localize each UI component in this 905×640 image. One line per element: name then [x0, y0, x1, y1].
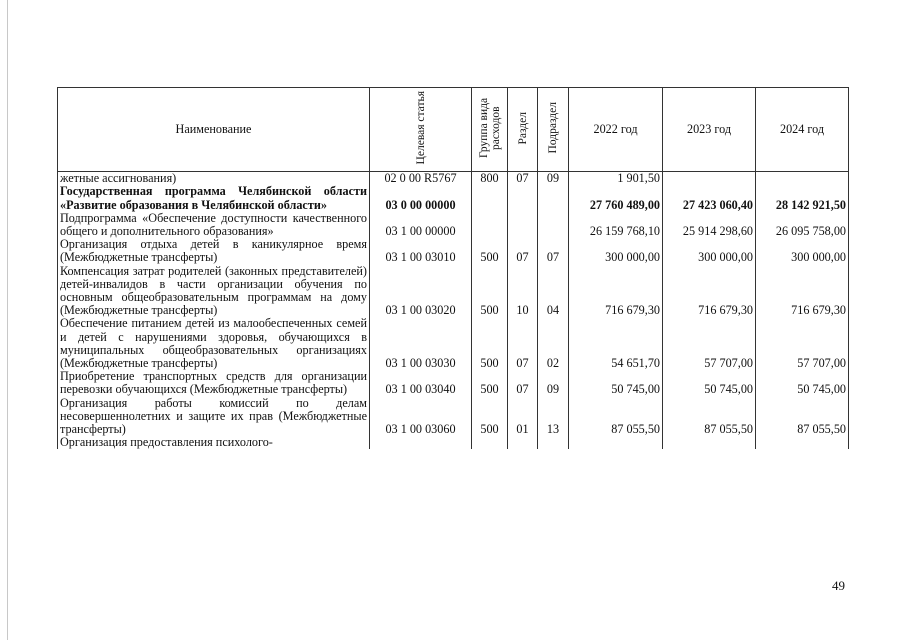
cell-2024: 87 055,50: [756, 397, 849, 437]
page-number: 49: [832, 578, 845, 593]
table-row: [58, 172, 849, 186]
cell-2023: 27 423 060,40: [663, 185, 756, 211]
cell-2024: 300 000,00: [756, 238, 849, 264]
cell-target: 03 1 00 03010: [370, 238, 472, 264]
cell-2023: [663, 172, 756, 186]
cell-subsection: 02: [538, 317, 569, 370]
cell-2023: 87 055,50: [663, 397, 756, 437]
cell-section: 01: [508, 397, 538, 437]
cell-subsection: [538, 436, 569, 449]
cell-2022: 300 000,00: [569, 238, 663, 264]
cell-section: 10: [508, 265, 538, 318]
cell-name: Государственная программа Челябинской области «Развитие образования в Челябинской области»: [58, 185, 370, 211]
table-body: [58, 172, 849, 450]
cell-expense-group: 500: [472, 238, 508, 264]
cell-name: Организация предоставления психолого-: [58, 436, 370, 449]
cell-2022: 26 159 768,10: [569, 212, 663, 238]
cell-target: 03 1 00 00000: [370, 212, 472, 238]
cell-2023: 25 914 298,60: [663, 212, 756, 238]
cell-subsection: 13: [538, 397, 569, 437]
cell-expense-group: [472, 185, 508, 211]
table-row: [58, 212, 849, 238]
cell-name: Обеспечение питанием детей из малообеспеченных семей и детей с нарушениями здоровья, обучающихся в муниципальных общеобразовательных организациях (Межбюджетные трансферты): [58, 317, 370, 370]
header-2022: 2022 год: [569, 88, 663, 172]
cell-2023: 57 707,00: [663, 317, 756, 370]
header-subsection: Подраздел: [538, 88, 569, 172]
cell-target: 02 0 00 R5767: [370, 172, 472, 186]
table-row: [58, 238, 849, 264]
cell-name: Подпрограмма «Обеспечение доступности качественного общего и дополнительного образования»: [58, 212, 370, 238]
cell-target: [370, 436, 472, 449]
table-header-row: [58, 88, 849, 172]
cell-expense-group: 500: [472, 317, 508, 370]
cell-expense-group: [472, 212, 508, 238]
cell-expense-group: [472, 436, 508, 449]
table-row: [58, 185, 849, 211]
table-row: [58, 370, 849, 396]
cell-name: Компенсация затрат родителей (законных представителей) детей-инвалидов в части организации обучения по основным общеобразовательным программам на дому (Межбюджетные трансферты): [58, 265, 370, 318]
cell-subsection: 09: [538, 172, 569, 186]
table-row: [58, 317, 849, 370]
cell-expense-group: 500: [472, 370, 508, 396]
cell-section: 07: [508, 238, 538, 264]
cell-subsection: 07: [538, 238, 569, 264]
cell-name: Организация работы комиссий по делам несовершеннолетних и защите их прав (Межбюджетные трансферты): [58, 397, 370, 437]
cell-2022: 1 901,50: [569, 172, 663, 186]
cell-name: жетные ассигнования): [58, 172, 370, 186]
cell-2022: 87 055,50: [569, 397, 663, 437]
cell-expense-group: 800: [472, 172, 508, 186]
cell-2024: 26 095 758,00: [756, 212, 849, 238]
cell-section: [508, 212, 538, 238]
cell-expense-group: 500: [472, 397, 508, 437]
cell-section: [508, 185, 538, 211]
cell-target: 03 0 00 00000: [370, 185, 472, 211]
header-expense-group: Группа вида расходов: [472, 88, 508, 172]
cell-2024: 57 707,00: [756, 317, 849, 370]
cell-target: 03 1 00 03040: [370, 370, 472, 396]
budget-table: [57, 87, 849, 449]
cell-2022: 716 679,30: [569, 265, 663, 318]
cell-expense-group: 500: [472, 265, 508, 318]
cell-subsection: 09: [538, 370, 569, 396]
cell-2024: [756, 436, 849, 449]
cell-2024: 716 679,30: [756, 265, 849, 318]
cell-subsection: [538, 185, 569, 211]
header-target: Целевая статья: [370, 88, 472, 172]
cell-2024: 28 142 921,50: [756, 185, 849, 211]
header-2024: 2024 год: [756, 88, 849, 172]
cell-section: 07: [508, 172, 538, 186]
cell-subsection: 04: [538, 265, 569, 318]
cell-2022: 27 760 489,00: [569, 185, 663, 211]
scan-edge-line: [7, 0, 8, 640]
table-row: [58, 265, 849, 318]
cell-name: Организация отдыха детей в каникулярное время (Межбюджетные трансферты): [58, 238, 370, 264]
cell-2022: 50 745,00: [569, 370, 663, 396]
cell-subsection: [538, 212, 569, 238]
cell-2022: 54 651,70: [569, 317, 663, 370]
cell-2023: 300 000,00: [663, 238, 756, 264]
cell-section: 07: [508, 370, 538, 396]
cell-section: 07: [508, 317, 538, 370]
cell-target: 03 1 00 03030: [370, 317, 472, 370]
cell-2023: [663, 436, 756, 449]
table-row: [58, 397, 849, 437]
cell-2024: [756, 172, 849, 186]
cell-2024: 50 745,00: [756, 370, 849, 396]
header-section: Раздел: [508, 88, 538, 172]
cell-section: [508, 436, 538, 449]
header-2023: 2023 год: [663, 88, 756, 172]
table-row: [58, 436, 849, 449]
header-name: Наименование: [58, 88, 370, 172]
cell-2023: 50 745,00: [663, 370, 756, 396]
cell-2023: 716 679,30: [663, 265, 756, 318]
cell-2022: [569, 436, 663, 449]
cell-target: 03 1 00 03020: [370, 265, 472, 318]
cell-target: 03 1 00 03060: [370, 397, 472, 437]
cell-name: Приобретение транспортных средств для организации перевозки обучающихся (Межбюджетные трансферты): [58, 370, 370, 396]
